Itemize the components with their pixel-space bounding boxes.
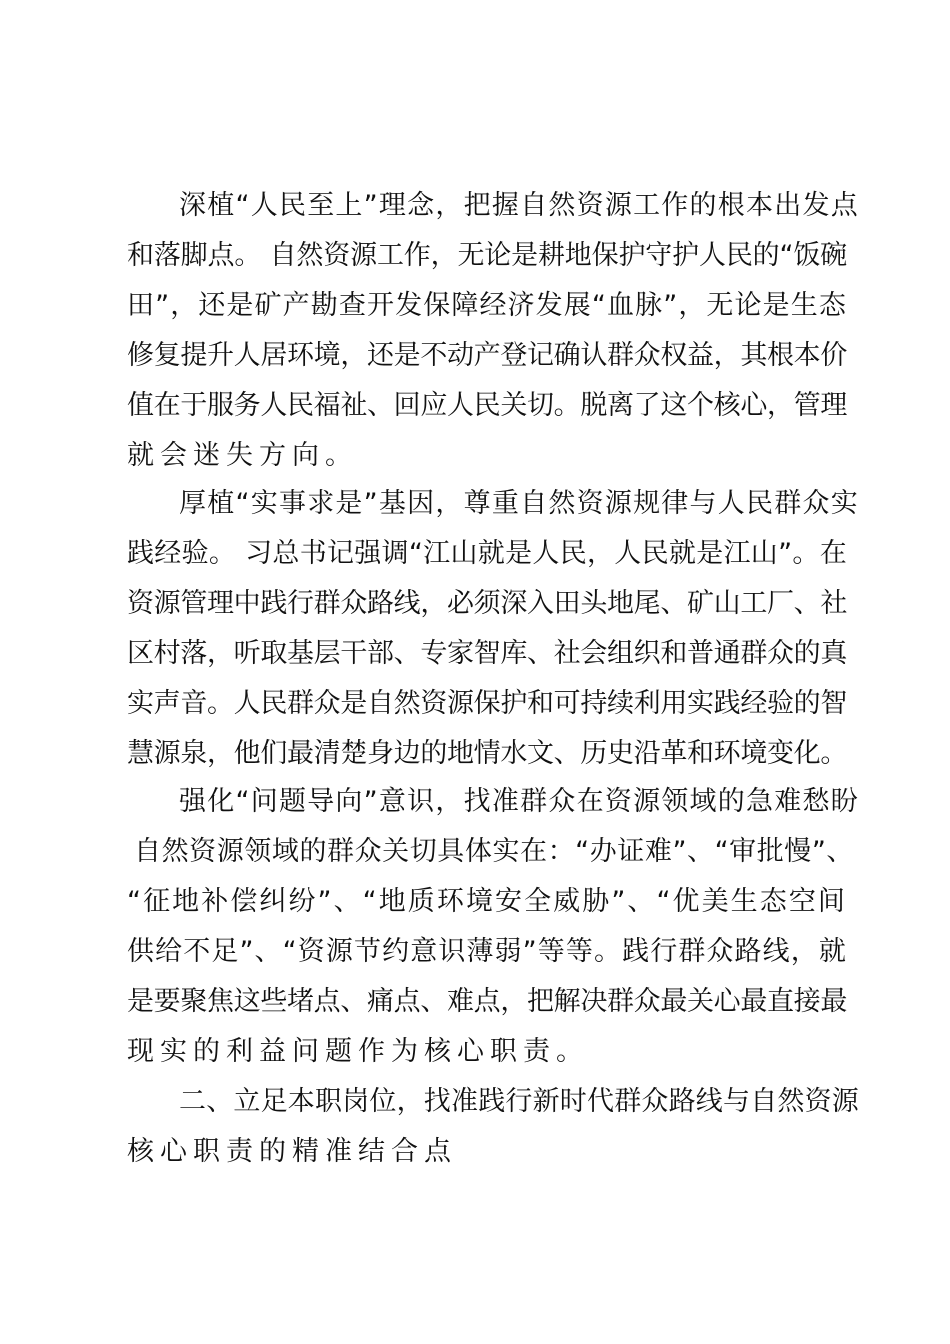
- paragraph-line: 修复提升人居环境，还是不动产登记确认群众权益，其根本价: [127, 340, 847, 371]
- paragraph-line: 强化“问题导向”意识，找准群众在资源领域的急难愁盼: [179, 786, 859, 817]
- paragraph-line: 现实的利益问题作为核心职责。: [127, 1036, 589, 1067]
- paragraph-line: 实声音。人民群众是自然资源保护和可持续利用实践经验的智: [127, 688, 847, 719]
- paragraph-line: 田”，还是矿产勘查开发保障经济发展“血脉”，无论是生态: [127, 290, 847, 321]
- paragraph-line: 资源管理中践行群众路线，必须深入田头地尾、矿山工厂、社: [127, 588, 847, 619]
- paragraph-line: 是要聚焦这些堵点、痛点、难点，把解决群众最关心最直接最: [127, 986, 847, 1017]
- paragraph-line: 慧源泉，他们最清楚身边的地情水文、历史沿革和环境变化。: [127, 738, 847, 769]
- paragraph-line: 自然资源领域的群众关切具体实在：“办证难”、“审批慢”、: [134, 836, 854, 867]
- paragraph-line: 值在于服务人民福祉、回应人民关切。脱离了这个核心，管理: [127, 390, 847, 421]
- paragraph-line: 厚植“实事求是”基因，尊重自然资源规律与人民群众实: [179, 488, 859, 519]
- paragraph-line: 践经验。 习总书记强调“江山就是人民，人民就是江山”。在: [127, 538, 847, 569]
- paragraph-line: “征地补偿纠纷”、“地质环境安全威胁”、“优美生态空间: [127, 886, 847, 917]
- paragraph-line: 就会迷失方向。: [127, 440, 358, 471]
- paragraph-line: 供给不足”、“资源节约意识薄弱”等等。践行群众路线，就: [127, 936, 847, 967]
- paragraph-line: 深植“人民至上”理念，把握自然资源工作的根本出发点: [179, 190, 859, 221]
- heading-line: 二、立足本职岗位，找准践行新时代群众路线与自然资源: [179, 1086, 859, 1117]
- heading-line: 核心职责的精准结合点: [127, 1136, 457, 1167]
- paragraph-line: 区村落，听取基层干部、专家智库、社会组织和普通群众的真: [127, 638, 847, 669]
- paragraph-line: 和落脚点。 自然资源工作，无论是耕地保护守护人民的“饭碗: [127, 240, 847, 271]
